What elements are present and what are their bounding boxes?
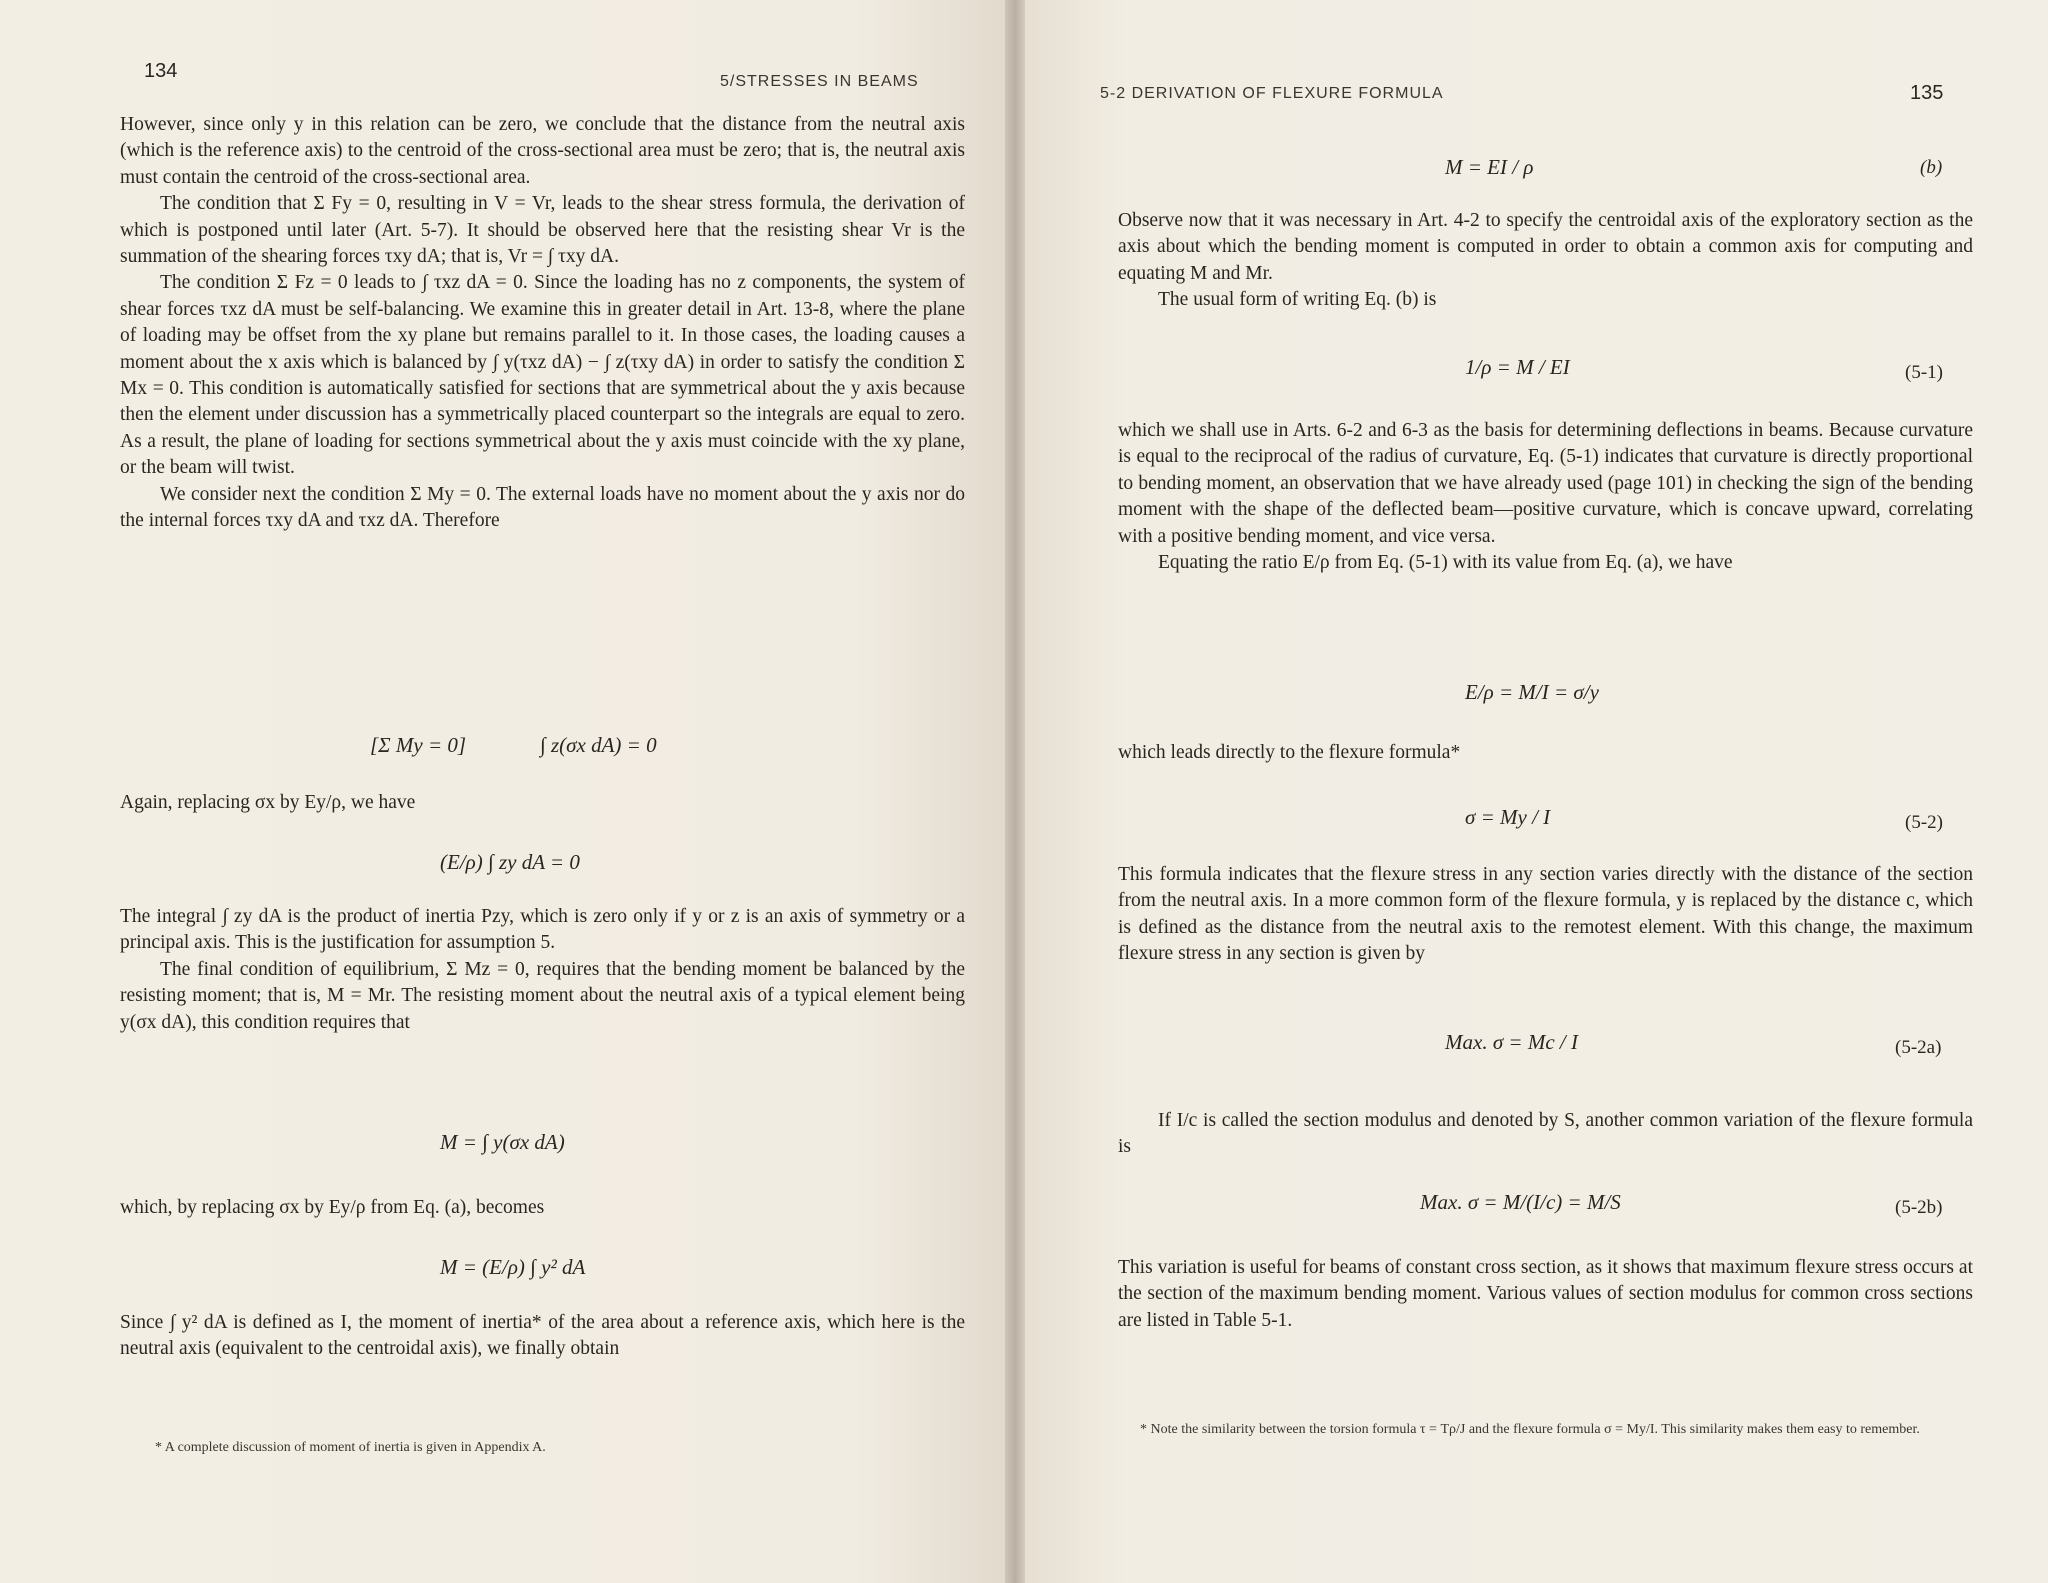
equation-moment-integral: M = ∫ y(σx dA) [440, 1130, 565, 1154]
left-para-8: which, by replacing σx by Ey/ρ from Eq. (a), becomes [120, 1197, 545, 1218]
left-footnote: * A complete discussion of moment of inertia is given in Appendix A. [155, 1440, 546, 1455]
right-page [1025, 0, 2048, 1583]
equation-moment-inertia: M = (E/ρ) ∫ y² dA [440, 1255, 586, 1279]
equation-b: M = EI / ρ [1445, 155, 1534, 179]
right-text-block-2 [1118, 418, 1973, 576]
right-para-1: Observe now that it was necessary in Art. 4-2 to specify the centroidal axis of the exploratory section as the axis about which the bending moment is computed in order to obtain a common axis for computing and equating M and Mr. [1118, 210, 1973, 284]
equation-b-number: (b) [1920, 157, 1943, 178]
equation-5-2-number: (5-2) [1905, 812, 1943, 833]
left-para-6: The integral ∫ zy dA is the product of inertia Pzy, which is zero only if y or z is an axis of symmetry or a principal axis. This is the justification for assumption 5. [120, 906, 965, 954]
left-para-8-block [120, 1195, 965, 1221]
left-para-5-block [120, 790, 965, 816]
equation-5-2b-number: (5-2b) [1895, 1197, 1943, 1218]
left-page-number: 134 [144, 60, 178, 82]
right-footnote: * Note the similarity between the torsion formula τ = Tρ/J and the flexure formula σ = My/I. This similarity makes them easy to remember. [1140, 1422, 1920, 1437]
equation-sum-my: ∫ z(σx dA) = 0 [540, 733, 657, 757]
equation-5-2a: Max. σ = Mc / I [1445, 1030, 1578, 1054]
right-para-2: The usual form of writing Eq. (b) is [1158, 289, 1437, 311]
equation-ratio: E/ρ = M/I = σ/y [1465, 680, 1599, 704]
left-running-head: 5/STRESSES IN BEAMS [720, 73, 919, 90]
left-page [0, 0, 1005, 1583]
right-text-block-1 [1118, 208, 1973, 314]
right-running-head: 5-2 DERIVATION OF FLEXURE FORMULA [1100, 85, 1444, 102]
right-para-4: Equating the ratio E/ρ from Eq. (5-1) with its value from Eq. (a), we have [1158, 552, 1733, 574]
left-para-5: Again, replacing σx by Ey/ρ, we have [120, 792, 416, 813]
equation-5-1: 1/ρ = M / EI [1465, 355, 1570, 379]
left-para-4: We consider next the condition Σ My = 0. The external loads have no moment about the y axis nor do the internal forces τxy dA and τxz dA. Therefore [120, 483, 965, 532]
left-para-3: The condition Σ Fz = 0 leads to ∫ τxz dA = 0. Since the loading has no z components, the system of shear forces τxz dA must be self-balancing. We examine this in greater detail in Art. 13-8, where the plane of loading may be offset from the xy plane but remains parallel to it. In those cases, the loading causes a moment about the x axis which is balanced by ∫ y(τxz dA) − ∫ z(τxy dA) in order to satisfy the condition Σ Mx = 0. This condition is automatically satisfied for sections that are symmetrical about the y axis because then the element under discussion has a symmetrically placed counterpart so the integrals are equal to zero. As a result, the plane of loading for sections symmetrical about the y axis must coincide with the xy plane, or the beam will twist. [120, 272, 965, 479]
left-para-2: The condition that Σ Fy = 0, resulting in V = Vr, leads to the shear stress formula, the derivation of which is postponed until later (Art. 5-7). It should be observed here that the resisting shear Vr is the summation of the shearing forces τxy dA; that is, Vr = ∫ τxy dA. [120, 193, 965, 268]
book-gutter [1005, 0, 1025, 1583]
right-para-5-block [1118, 740, 1973, 766]
right-para-8-block [1118, 1255, 1973, 1334]
left-para-9-block [120, 1310, 965, 1363]
left-para-1: However, since only y in this relation can be zero, we conclude that the distance from the neutral axis (which is the reference axis) to the centroid of the cross-sectional area must be zero; that is, the neutral axis must contain the centroid of the cross-sectional area. [120, 114, 965, 188]
right-page-number: 135 [1910, 82, 1944, 104]
left-para-9: Since ∫ y² dA is defined as I, the moment of inertia* of the area about a reference axis, which here is the neutral axis (equivalent to the centroidal axis), we finally obtain [120, 1312, 965, 1360]
right-para-8: This variation is useful for beams of constant cross section, as it shows that maximum flexure stress occurs at the section of the maximum bending moment. Various values of section modulus for common cross sections are listed in Table 5-1. [1118, 1257, 1973, 1331]
equation-5-1-number: (5-1) [1905, 362, 1943, 383]
equation-5-2: σ = My / I [1465, 805, 1551, 829]
right-para-6-block [1118, 862, 1973, 968]
right-para-6: This formula indicates that the flexure stress in any section varies directly with the distance of the section from the neutral axis. In a more common form of the flexure formula, y is replaced by the distance c, which is defined as the distance from the neutral axis to the remotest element. With this change, the maximum flexure stress in any section is given by [1118, 864, 1973, 965]
left-text-block-2 [120, 904, 965, 1036]
left-para-7: The final condition of equilibrium, Σ Mz = 0, requires that the bending moment be balanced by the resisting moment; that is, M = Mr. The resisting moment about the neutral axis of a typical element being y(σx dA), this condition requires that [120, 958, 965, 1033]
right-para-3: which we shall use in Arts. 6-2 and 6-3 as the basis for determining deflections in beams. Because curvature is equal to the reciprocal of the radius of curvature, Eq. (5-1) indicates that curvature is directly proportional to bending moment, an observation that we have already used (page 101) in checking the sign of the bending moment with the shape of the deflected beam—positive curvature, which is concave upward, correlating with a positive bending moment, and vice versa. [1118, 420, 1973, 547]
equation-5-2a-number: (5-2a) [1895, 1037, 1942, 1058]
equation-product-inertia: (E/ρ) ∫ zy dA = 0 [440, 850, 580, 874]
right-para-7: If I/c is called the section modulus and denoted by S, another common variation of the flexure formula is [1118, 1110, 1973, 1158]
left-text-block-1 [120, 112, 965, 535]
equation-5-2b: Max. σ = M/(I/c) = M/S [1420, 1190, 1621, 1214]
right-para-7-block [1118, 1108, 1973, 1161]
right-para-5: which leads directly to the flexure formula* [1118, 742, 1461, 763]
equation-sum-my-label: [Σ My = 0] [370, 733, 467, 757]
